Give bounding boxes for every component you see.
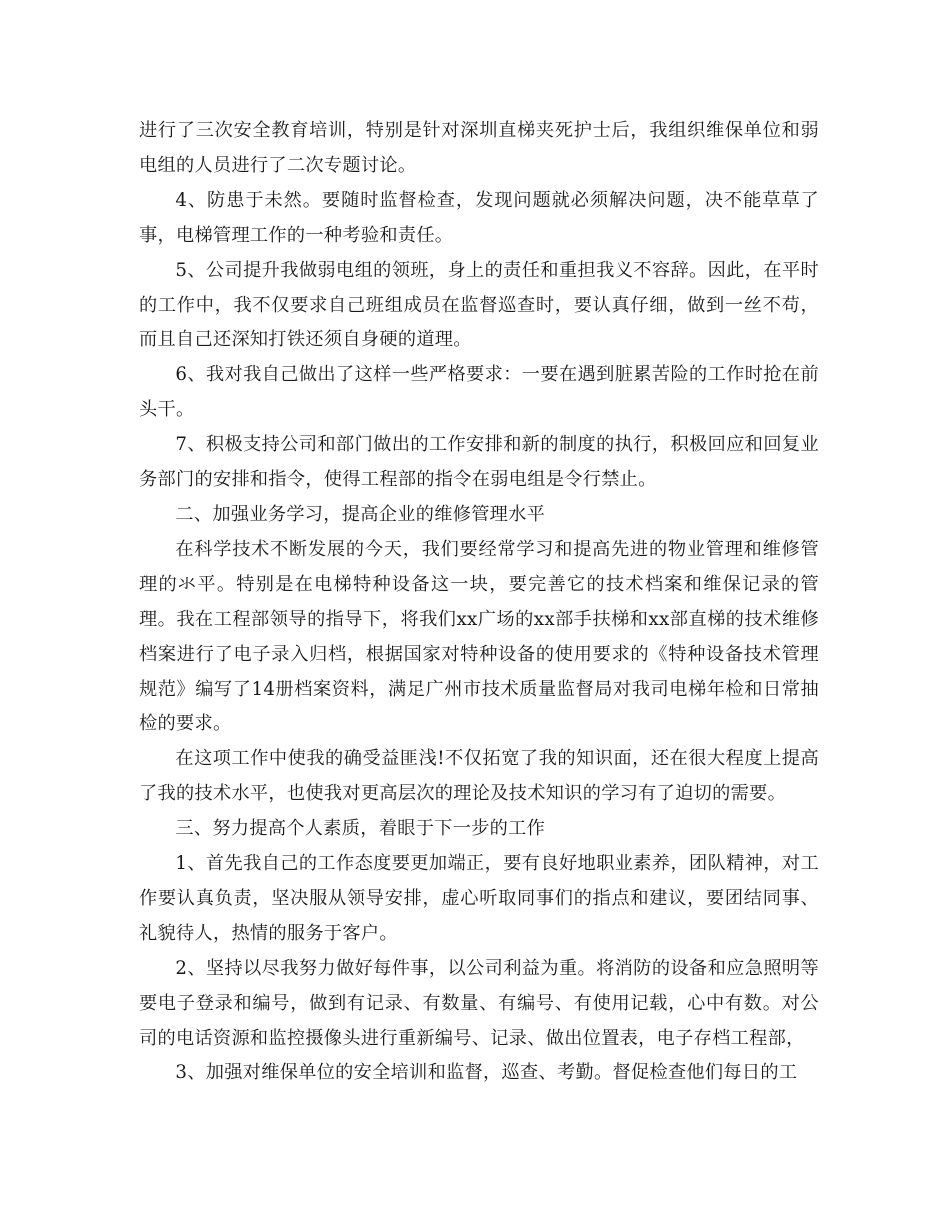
section-heading-2: 二、加强业务学习，提高企业的维修管理水平 xyxy=(175,503,546,525)
paragraph-item-4: 4、防患于未然。要随时监督检查，发现问题就必须解决问题，决不能草草了事，电梯管理工作的一种考验和责任。 xyxy=(139,189,819,246)
paragraph-item-5: 5、公司提升我做弱电组的领班，身上的责任和重担我义不容辞。因此，在平时的工作中，我不仅要求自己班组成员在监督巡查时，要认真仔细，做到一丝不苟，而且自己还深知打铁还须自身硬的道理。 xyxy=(139,259,819,351)
paragraph-item-3: 3、加强对维保单位的安全培训和监督，巡查、考勤。督促检查他们每日的工 xyxy=(175,1062,798,1084)
section-heading-3: 三、努力提高个人素质，着眼于下一步的工作 xyxy=(175,818,546,840)
document-body xyxy=(139,114,819,1091)
paragraph-item-2: 2、坚持以尽我努力做好每件事，以公司利益为重。将消防的设备和应急照明等要电子登录和编号，做到有记录、有数量、有编号、有使用记载，心中有数。对公司的电话资源和监控摄像头进行重新编号、记录、做出位置表，电子存档工程部， xyxy=(139,957,819,1049)
paragraph-item-6: 6、我对我自己做出了这样一些严格要求：一要在遇到脏累苦险的工作时抢在前头干。 xyxy=(139,364,819,421)
paragraph-study: 在科学技术不断发展的今天，我们要经常学习和提高先进的物业管理和维修管理的氺平。特别是在电梯特种设备这一块，要完善它的技术档案和维保记录的管理。我在工程部领导的指导下，将我们xx广场的xx部手扶梯和xx部直梯的技术维修档案进行了电子录入归档，根据国家对特种设备的使用要求的《特种设备技术管理规范》编写了14册档案资料，满足广州市技术质量监督局对我司电梯年检和日常抽检的要求。 xyxy=(139,538,819,735)
paragraph-item-7: 7、积极支持公司和部门做出的工作安排和新的制度的执行，积极回应和回复业务部门的安排和指令，使得工程部的指令在弱电组是令行禁止。 xyxy=(139,434,819,491)
paragraph-benefit: 在这项工作中使我的确受益匪浅!不仅拓宽了我的知识面，还在很大程度上提高了我的技术水平，也使我对更高层次的理论及技术知识的学习有了迫切的需要。 xyxy=(139,748,819,805)
paragraph-continuation: 进行了三次安全教育培训，特别是针对深圳直梯夹死护士后，我组织维保单位和弱电组的人员进行了二次专题讨论。 xyxy=(139,120,819,176)
paragraph-item-1: 1、首先我自己的工作态度要更加端正，要有良好地职业素养，团队精神，对工作要认真负责，坚决服从领导安排，虚心听取同事们的指点和建议，要团结同事、礼貌待人，热情的服务于客户。 xyxy=(139,853,819,944)
